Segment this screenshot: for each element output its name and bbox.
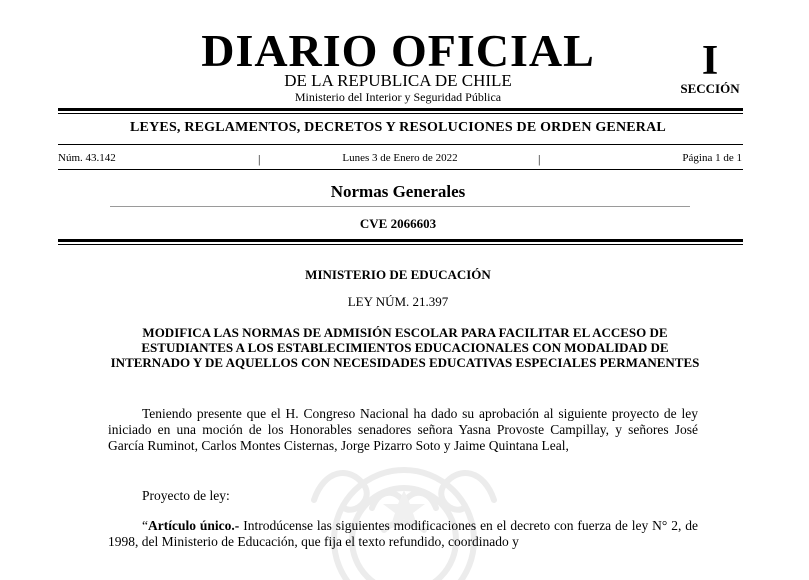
masthead-rule-thick (58, 108, 743, 111)
series-rule (58, 144, 743, 145)
masthead-title: DIARIO OFICIAL (201, 25, 595, 76)
law-title: MODIFICA LAS NORMAS DE ADMISIÓN ESCOLAR PARA FACILITAR EL ACCESO DE ESTUDIANTES A LOS ESTABLECIMIENTOS EDUCACIONALES CON MODALIDAD DE INTERNADO Y DE AQUELLOS CON NECESIDADES EDUCATIVAS ESPECIALES PERMANENTES (110, 325, 700, 370)
series-title: LEYES, REGLAMENTOS, DECRETOS Y RESOLUCIONES DE ORDEN GENERAL (130, 120, 666, 135)
article-paragraph (108, 518, 698, 550)
issue-date: Lunes 3 de Enero de 2022 (342, 152, 458, 164)
project-label: Proyecto de ley: (142, 488, 230, 503)
section-numeral: I (701, 38, 719, 84)
ministry-heading: MINISTERIO DE EDUCACIÓN (305, 267, 491, 282)
header-rule-thick (58, 239, 743, 242)
section-heading-underline (110, 206, 690, 207)
issue-number: Núm. 43.142 (58, 152, 116, 164)
cve-code: CVE 2066603 (359, 216, 437, 231)
law-number: LEY NÚM. 21.397 (347, 294, 449, 309)
masthead-subtitle: DE LA REPUBLICA DE CHILE (284, 71, 512, 90)
header-rule-thin (58, 244, 743, 245)
masthead-ministry: Ministerio del Interior y Seguridad Pública (294, 90, 502, 104)
article-open-quote: “ (142, 518, 148, 533)
article-text: Introdúcense las siguientes modificaciones en el decreto con fuerza de ley N° 2, de 1998, del Ministerio de Educación, que fija el texto refundido, coordinado y (108, 518, 698, 549)
masthead-rule-thin (58, 113, 743, 114)
section-heading: Normas Generales (330, 182, 466, 201)
article-heading: Artículo único.- (148, 518, 240, 533)
section-label: SECCIÓN (680, 81, 740, 96)
issue-separator: | (538, 152, 541, 166)
preamble-paragraph: Teniendo presente que el H. Congreso Nacional ha dado su aprobación al siguiente proyecto de ley iniciado en una moción de los Honorables senadores señora Yasna Provoste Campillay, y señores José García Ruminot, Carlos Montes Cisternas, Jorge Pizarro Soto y Jaime Quintana Leal, (108, 406, 698, 453)
issue-page: Página 1 de 1 (682, 152, 742, 164)
issue-separator: | (258, 152, 261, 166)
issue-rule (58, 169, 743, 170)
